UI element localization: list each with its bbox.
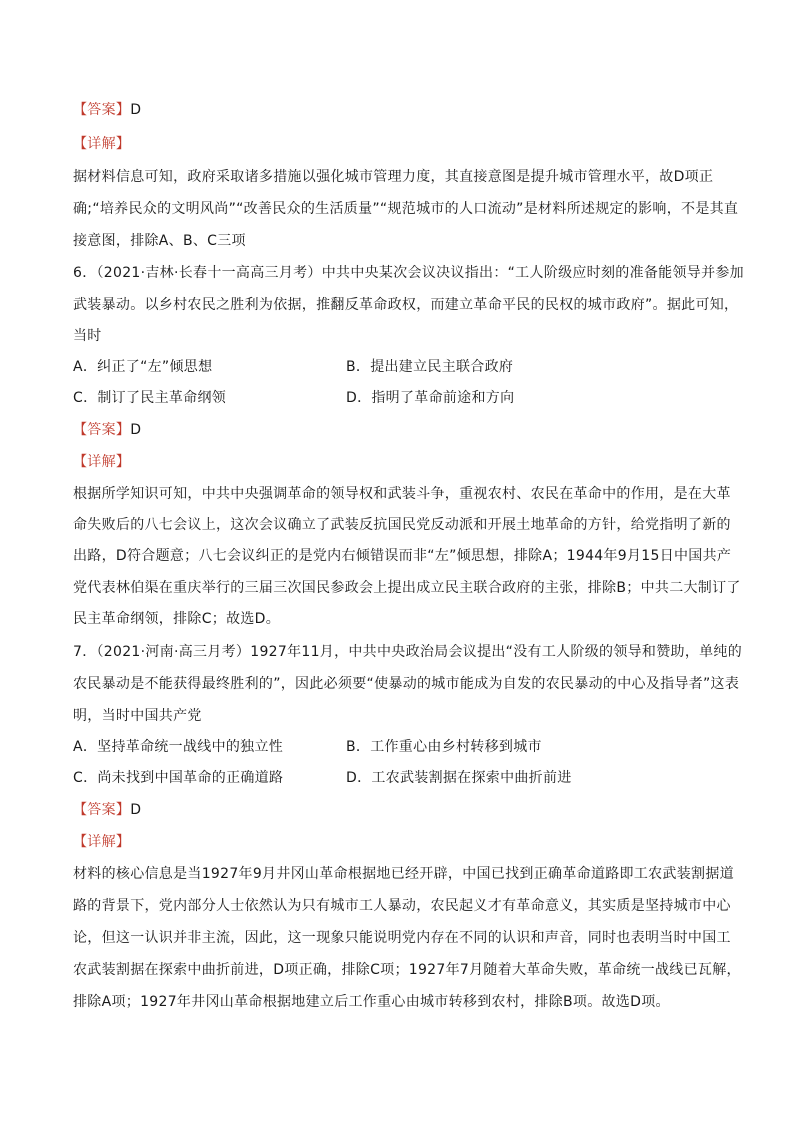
answer-value: D xyxy=(130,102,142,118)
q5-explanation-line: 据材料信息可知，政府采取诸多措施以强化城市管理力度，其直接意图是提升城市管理水平，故D项正 xyxy=(73,169,714,185)
q6-option-c: C．制订了民主革命纲领 xyxy=(73,390,227,406)
answer-label: 【答案】 xyxy=(73,102,131,118)
q6-stem-line: 6．（2021·吉林·长春十一高高三月考）中共中央某次会议决议指出：“工人阶级应时刻的准备能领导并参加 xyxy=(73,265,744,281)
q7-option-d: D．工农武装割据在探索中曲折前进 xyxy=(346,770,572,786)
q7-stem-line: 明，当时中国共产党 xyxy=(73,708,202,724)
q6-explanation-line: 根据所学知识可知，中共中央强调革命的领导权和武装斗争，重视农村、农民在革命中的作用，是在大革 xyxy=(73,486,731,502)
q6-stem-line: 当时 xyxy=(73,328,102,344)
q5-answer xyxy=(73,100,723,120)
q6-explanation-line: 出路，D符合题意；八七会议纠正的是党内右倾错误而非“左”倾思想，排除A；1944年9月15日中国共产 xyxy=(73,548,732,564)
q7-stem-line: 农民暴动是不能获得最终胜利的”，因此必须要“使暴动的城市能成为自发的农民暴动的中心及指导者”这表 xyxy=(73,676,740,692)
q7-explanation-line: 材料的核心信息是当1927年9月井冈山革命根据地已经开辟，中国已找到正确革命道路即工农武装割据道 xyxy=(73,866,734,882)
answer-label: 【答案】 xyxy=(73,422,131,438)
q5-detail-label: 【详解】 xyxy=(73,136,131,152)
q6-detail-label: 【详解】 xyxy=(73,454,131,470)
q7-explanation-line: 论，但这一认识并非主流，因此，这一现象只能说明党内存在不同的认识和声音，同时也表明当时中国工 xyxy=(73,930,731,946)
answer-value: D xyxy=(130,422,142,438)
q7-answer xyxy=(73,800,723,820)
q6-explanation-line: 党代表林伯渠在重庆举行的三届三次国民参政会上提出成立民主联合政府的主张，排除B；中共二大制订了 xyxy=(73,580,741,596)
q5-explanation-line: 确;“培养民众的文明风尚”“改善民众的生活质量”“规范城市的人口流动”是材料所述规定的影响，不是其直 xyxy=(73,201,739,217)
q5-explanation-line: 接意图，排除A、B、C三项 xyxy=(73,233,246,249)
q7-stem-line: 7．（2021·河南·高三月考）1927年11月，中共中央政治局会议提出“没有工人阶级的领导和赞助，单纯的 xyxy=(73,644,743,660)
answer-label: 【答案】 xyxy=(73,802,131,818)
q6-option-b: B．提出建立民主联合政府 xyxy=(346,359,514,375)
q6-option-d: D．指明了革命前途和方向 xyxy=(346,390,515,406)
q7-explanation-line: 农武装割据在探索中曲折前进，D项正确，排除C项；1927年7月随着大革命失败，革命统一战线已瓦解， xyxy=(73,962,741,978)
q6-stem-line: 武装暴动。以乡村农民之胜利为依据，推翻反革命政权，而建立革命平民的民权的城市政府”。据此可知， xyxy=(73,297,739,313)
q6-explanation-line: 民主革命纲领，排除C；故选D。 xyxy=(73,611,281,627)
q7-option-c: C．尚未找到中国革命的正确道路 xyxy=(73,770,284,786)
q6-option-a: A．纠正了“左”倾思想 xyxy=(73,359,213,375)
answer-value: D xyxy=(130,802,142,818)
q6-explanation-line: 命失败后的八七会议上，这次会议确立了武装反抗国民党反动派和开展土地革命的方针，给党指明了新的 xyxy=(73,517,731,533)
q7-explanation-line: 路的背景下，党内部分人士依然认为只有城市工人暴动，农民起义才有革命意义，其实质是坚持城市中心 xyxy=(73,898,731,914)
q6-answer xyxy=(73,420,723,440)
q7-option-b: B．工作重心由乡村转移到城市 xyxy=(346,739,542,755)
q7-detail-label: 【详解】 xyxy=(73,834,131,850)
q7-explanation-line: 排除A项；1927年井冈山革命根据地建立后工作重心由城市转移到农村，排除B项。故选D项。 xyxy=(73,994,670,1010)
q7-option-a: A．坚持革命统一战线中的独立性 xyxy=(73,739,284,755)
